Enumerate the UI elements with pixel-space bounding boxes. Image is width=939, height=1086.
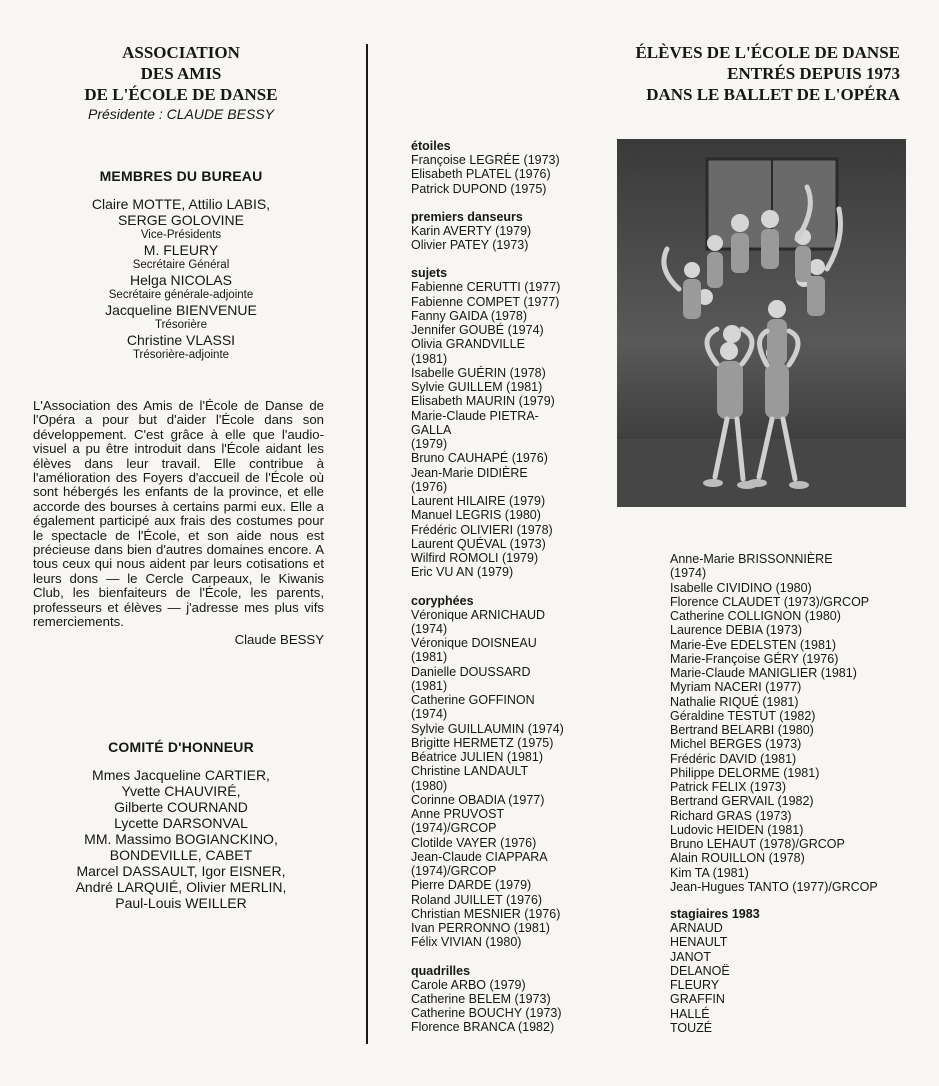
right-entries xyxy=(670,552,920,894)
stagiaire-name: DELANOË xyxy=(670,963,730,978)
dancer-entry: Bertrand BELARBI (1980) xyxy=(670,723,814,737)
association-paragraph: L'Association des Amis de l'École de Danse de l'Opéra a pour but d'aider l'École dans son développement. C'est grâce à elle que l'audio-visuel a pu être introduit dans l'École aidant les élèves dans leur travail. Elle contribue à l'amélioration des Foyers d'accueil de l'École où sont hébergés les enfants de la province, et elle accorde des bourses à certains parmi eux. Elle a également participé aux frais des costumes pour le spectacle de l'École, et son aide nous est précieuse dans bien d'autres domaines encore. A tous ceux qui nous aident par leurs cotisations et leurs dons — le Cercle Carpeaux, le Kiwanis Club, les bienfaiteurs de l'École, les parents, professeurs et élèves — j'adresse mes plus vifs remerciements. xyxy=(33,398,324,630)
dancer-entry: Roland JUILLET (1976) xyxy=(411,892,543,907)
category-section xyxy=(411,594,611,950)
dancer-entry: Carole ARBO (1979) xyxy=(411,977,526,992)
stagiaire-name: HALLÉ xyxy=(670,1006,710,1021)
dancer-entry: Danielle DOUSSARD xyxy=(411,664,531,679)
dancer-entry: Fanny GAIDA (1978) xyxy=(411,308,528,323)
dancer-entry: (1974)/GRCOP xyxy=(411,864,497,878)
dancer-entry: Clotilde VAYER (1976) xyxy=(411,835,537,850)
category-section xyxy=(411,266,611,579)
category-section xyxy=(411,964,611,1035)
dancer-entry: Eric VU AN (1979) xyxy=(411,565,514,580)
dancer-entry: Catherine GOFFINON xyxy=(411,693,535,707)
honneur-name: BONDEVILLE, CABET xyxy=(109,847,253,863)
dancer-entry: (1979) xyxy=(411,437,448,451)
dancer-entry: Laurent HILAIRE (1979) xyxy=(411,494,546,508)
stagiaire-name: HENAULT xyxy=(670,935,728,950)
honneur-name: Lycette DARSONVAL xyxy=(114,815,248,831)
dancer-entry: Jean-Claude CIAPPARA xyxy=(411,849,548,864)
right-column-list xyxy=(670,552,920,1049)
dancer-entry: (1974)/GRCOP xyxy=(411,821,497,836)
bureau-name: Claire MOTTE, Attilio LABIS, xyxy=(91,196,271,212)
dancer-entry: Marie-Françoise GÉRY (1976) xyxy=(670,651,839,666)
dancer-entry: Kim TA (1981) xyxy=(670,865,749,880)
categories-column xyxy=(411,139,611,1049)
category-title: coryphées xyxy=(411,593,474,608)
dancer-entry: Isabelle CIVIDINO (1980) xyxy=(670,580,812,595)
bureau-role: Secrétaire générale-adjointe xyxy=(108,289,254,301)
dancer-entry: Marie-Ève EDELSTEN (1981) xyxy=(670,637,837,652)
dancer-entry: Frédéric OLIVIERI (1978) xyxy=(411,522,553,537)
dancer-entry: Nathalie RIQUÉ (1981) xyxy=(670,694,799,709)
stagiaire-name: JANOT xyxy=(670,949,711,964)
dancer-entry: Frédéric DAVID (1981) xyxy=(670,751,797,766)
dancer-entry: Elisabeth MAURIN (1979) xyxy=(411,394,555,409)
dancer-entry: (1974) xyxy=(411,621,448,636)
bureau-role: Secrétaire Général xyxy=(132,259,230,271)
dancer-entry: Isabelle GUÉRIN (1978) xyxy=(411,365,546,380)
association-header xyxy=(40,42,322,123)
dancer-entry: Fabienne COMPET (1977) xyxy=(411,294,560,309)
honneur-name: Marcel DASSAULT, Igor EISNER, xyxy=(76,863,286,879)
dancer-entry: Bruno CAUHAPÉ (1976) xyxy=(411,451,548,466)
bureau-name: SERGE GOLOVINE xyxy=(117,212,245,228)
association-text xyxy=(33,399,324,648)
category-title: quadrilles xyxy=(411,963,471,978)
bureau-role: Vice-Présidents xyxy=(140,229,222,241)
dancers-photo xyxy=(617,139,906,507)
dancer-entry: Brigitte HERMETZ (1975) xyxy=(411,735,554,750)
dancer-entry: Alain ROUILLON (1978) xyxy=(670,851,805,866)
dancer-entry: Anne-Marie BRISSONNIÈRE xyxy=(670,552,833,566)
category-title: sujets xyxy=(411,266,448,281)
bureau-role: Trésorière xyxy=(155,319,207,331)
dancer-entry: Ivan PERRONNO (1981) xyxy=(411,921,550,935)
eleves-title-line: ÉLÈVES DE L'ÉCOLE DE DANSE xyxy=(635,43,900,62)
stagiaires-list xyxy=(670,921,920,1035)
bureau-title: MEMBRES DU BUREAU xyxy=(99,168,263,184)
stagiaires-title: stagiaires 1983 xyxy=(670,907,760,921)
honneur-name: Mmes Jacqueline CARTIER, xyxy=(92,767,270,783)
dancer-entry: Bertrand GERVAIL (1982) xyxy=(670,794,814,809)
dancer-entry: Pierre DARDE (1979) xyxy=(411,878,532,893)
dancer-entry: (1980) xyxy=(411,778,448,793)
stagiaire-name: GRAFFIN xyxy=(670,992,725,1007)
dancer-entry: Catherine BELEM (1973) xyxy=(411,991,551,1006)
dancer-entry: Florence CLAUDET (1973)/GRCOP xyxy=(670,594,870,609)
dancer-entry: Marie-Claude PIETRA- xyxy=(411,408,539,423)
stagiaire-name: FLEURY xyxy=(670,978,720,992)
dancer-entry: Véronique ARNICHAUD xyxy=(411,607,546,622)
bureau-name: Jacqueline BIENVENUE xyxy=(105,302,257,318)
dancer-entry: Olivia GRANDVILLE xyxy=(411,337,525,352)
bureau-name: Helga NICOLAS xyxy=(130,272,232,288)
dancer-entry: Laurence DEBIA (1973) xyxy=(670,623,803,638)
president-line: Présidente : CLAUDE BESSY xyxy=(88,106,274,122)
dancer-entry: Sylvie GUILLAUMIN (1974) xyxy=(411,721,564,736)
dancer-entry: Wilfird ROMOLI (1979) xyxy=(411,551,539,565)
dancer-entry: Florence BRANCA (1982) xyxy=(411,1020,555,1035)
dancer-entry: Manuel LEGRIS (1980) xyxy=(411,508,541,523)
honneur-name: André LARQUIÉ, Olivier MERLIN, xyxy=(75,879,287,895)
bureau-section xyxy=(40,166,322,362)
bureau-list xyxy=(40,196,322,362)
dancer-entry: (1976) xyxy=(411,479,448,494)
dancer-entry: Françoise LEGRÉE (1973) xyxy=(411,153,560,167)
dancer-entry: Elisabeth PLATEL (1976) xyxy=(411,167,551,182)
honneur-list xyxy=(40,767,322,911)
honneur-section xyxy=(40,737,322,911)
dancer-entry: Bruno LEHAUT (1978)/GRCOP xyxy=(670,837,845,851)
eleves-title-line: DANS LE BALLET DE L'OPÉRA xyxy=(646,85,900,104)
dancer-entry: Catherine BOUCHY (1973) xyxy=(411,1006,562,1020)
dancer-entry: Christian MESNIER (1976) xyxy=(411,906,561,921)
dancer-entry: Jean-Marie DIDIÈRE xyxy=(411,465,528,480)
dancer-entry: Ludovic HEIDEN (1981) xyxy=(670,822,804,837)
eleves-header xyxy=(560,42,900,105)
dancer-entry: Myriam NACERI (1977) xyxy=(670,680,802,695)
dancer-entry: GALLA xyxy=(411,422,452,437)
association-title-line: DE L'ÉCOLE DE DANSE xyxy=(84,85,278,104)
dancer-entry: Laurent QUÉVAL (1973) xyxy=(411,536,546,551)
dancer-entry: Marie-Claude MANIGLIER (1981) xyxy=(670,666,857,680)
dancer-entry: Jennifer GOUBÉ (1974) xyxy=(411,323,544,337)
dancer-entry: Michel BERGES (1973) xyxy=(670,737,802,752)
dancer-entry: (1981) xyxy=(411,650,448,665)
dancer-entry: Patrick DUPOND (1975) xyxy=(411,181,547,196)
association-title-line: DES AMIS xyxy=(140,64,222,83)
category-title: étoiles xyxy=(411,139,451,153)
signature: Claude BESSY xyxy=(234,631,324,647)
category-section xyxy=(411,139,611,196)
dancer-entry: Félix VIVIAN (1980) xyxy=(411,935,522,950)
honneur-name: MM. Massimo BOGIANCKINO, xyxy=(84,831,278,847)
dancer-entry: Patrick FELIX (1973) xyxy=(670,780,787,794)
association-title-line: ASSOCIATION xyxy=(122,43,240,62)
dancer-entry: (1974) xyxy=(670,566,707,581)
dancers-photo-image xyxy=(617,139,906,507)
dancer-entry: Géraldine TESTUT (1982) xyxy=(670,708,816,723)
category-section xyxy=(411,210,611,253)
dancer-entry: Véronique DOISNEAU xyxy=(411,636,537,650)
dancer-entry: Karin AVERTY (1979) xyxy=(411,223,532,238)
dancer-entry: Jean-Hugues TANTO (1977)/GRCOP xyxy=(670,879,878,894)
column-divider xyxy=(366,44,368,1044)
dancer-entry: Philippe DELORME (1981) xyxy=(670,765,820,780)
category-title: premiers danseurs xyxy=(411,209,523,224)
stagiaires-section xyxy=(670,907,920,1035)
dancer-entry: (1974) xyxy=(411,707,448,722)
dancer-entry: Richard GRAS (1973) xyxy=(670,808,792,823)
dancer-entry: Anne PRUVOST xyxy=(411,807,505,821)
dancer-entry: Christine LANDAULT xyxy=(411,764,529,779)
bureau-name: M. FLEURY xyxy=(143,242,219,258)
dancer-entry: Olivier PATEY (1973) xyxy=(411,238,529,252)
dancer-entry: Béatrice JULIEN (1981) xyxy=(411,750,544,764)
dancer-entry: (1981) xyxy=(411,678,448,693)
bureau-name: Christine VLASSI xyxy=(126,332,236,348)
honneur-name: Yvette CHAUVIRÉ, xyxy=(121,783,241,799)
dancer-entry: (1981) xyxy=(411,351,448,366)
bureau-role: Trésorière-adjointe xyxy=(132,349,230,361)
stagiaire-name: TOUZÉ xyxy=(670,1020,713,1035)
honneur-name: Paul-Louis WEILLER xyxy=(115,895,247,911)
honneur-name: Gilberte COURNAND xyxy=(114,799,248,815)
honneur-title: COMITÉ D'HONNEUR xyxy=(108,739,254,755)
stagiaire-name: ARNAUD xyxy=(670,921,723,935)
dancer-entry: Catherine COLLIGNON (1980) xyxy=(670,609,841,623)
eleves-title-line: ENTRÉS DEPUIS 1973 xyxy=(727,64,900,83)
dancer-entry: Corinne OBADIA (1977) xyxy=(411,792,545,807)
dancer-entry: Sylvie GUILLEM (1981) xyxy=(411,380,543,394)
dancer-entry: Fabienne CERUTTI (1977) xyxy=(411,280,561,295)
